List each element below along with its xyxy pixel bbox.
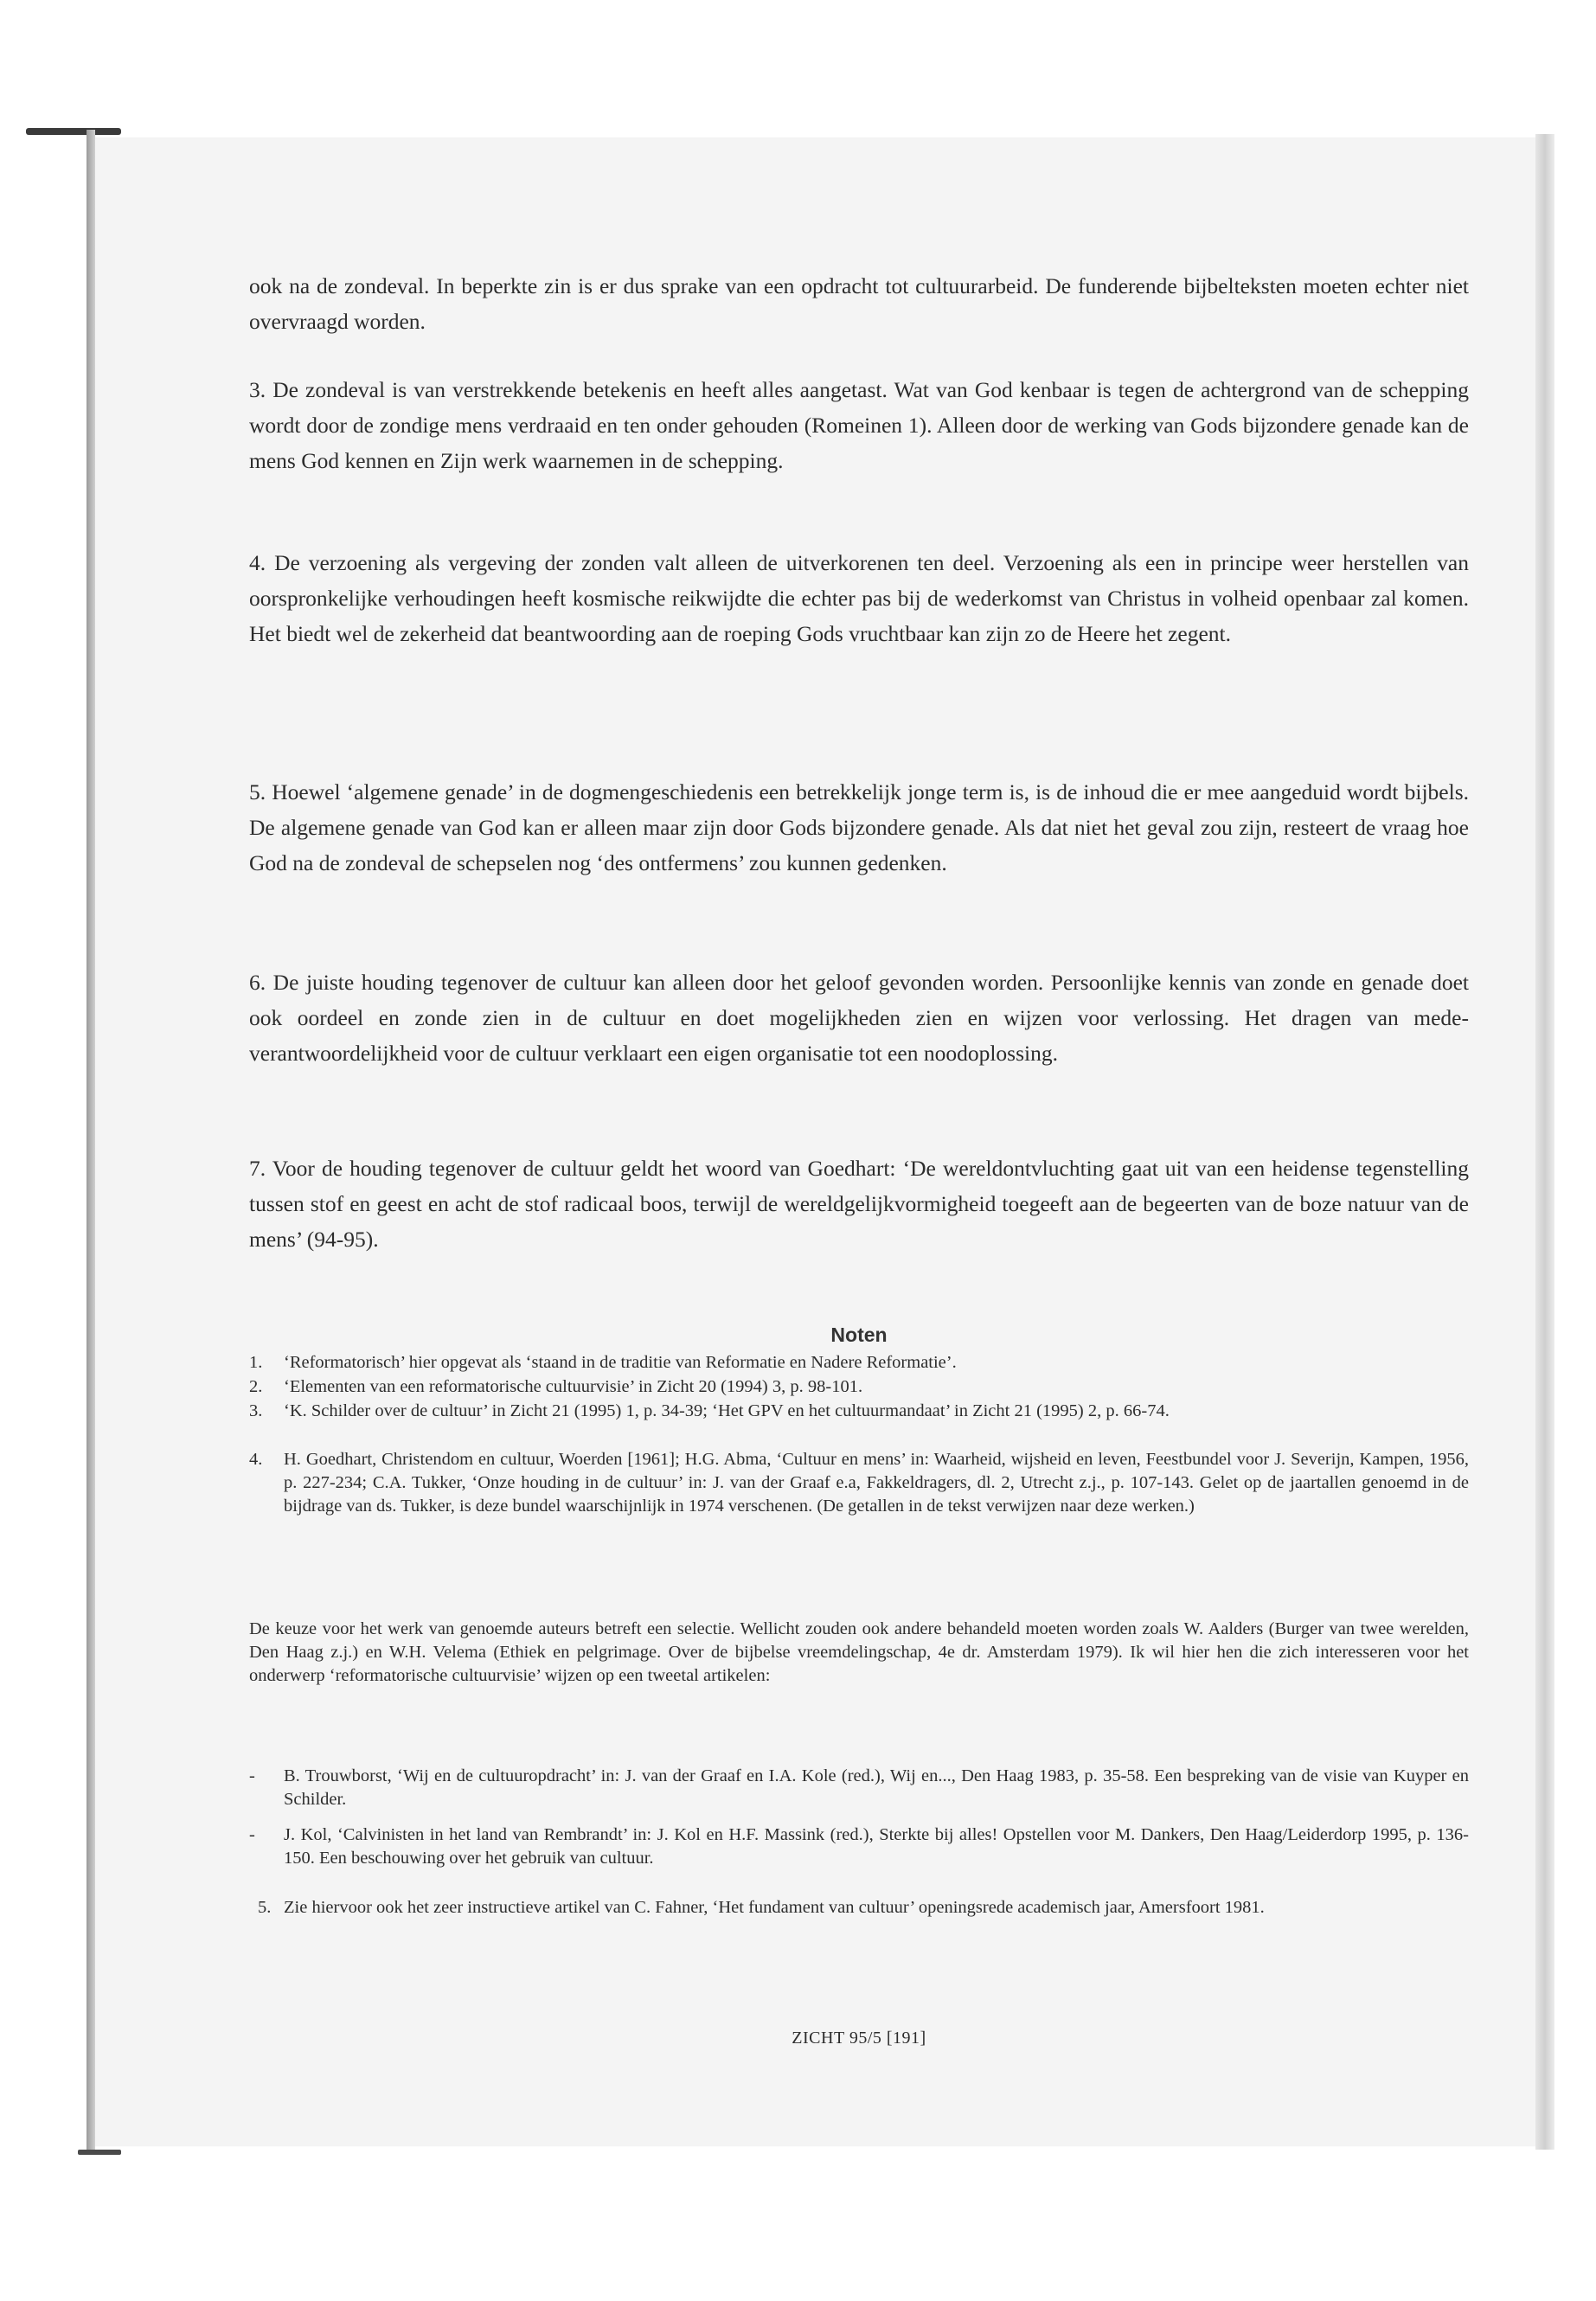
note-2 <box>249 1375 1469 1399</box>
note-number: 3. <box>249 1401 263 1420</box>
bullet-text: B. Trouwborst, ‘Wij en de cultuuropdracht’ in: J. van der Graaf en I.A. Kole (red.), Wij en..., Den Haag 1983, p. 35-58. Een bespreking van de visie van Kuyper en Schilder. <box>284 1766 1469 1809</box>
paragraph-5: 5. Hoewel ‘algemene genade’ in de dogmengeschiedenis een betrekkelijk jonge term is, is de inhoud die er mee aangeduid wordt bijbels. De algemene genade van God kan er alleen maar zijn door Gods bijzondere genade. Als dat niet het geval zou zijn, resteert de vraag hoe God na de zondeval de schepselen nog ‘des ontfermens’ zou kunnen gedenken. <box>249 779 1469 875</box>
note-number: 5. <box>258 1898 272 1917</box>
paragraph-4: 4. De verzoening als vergeving der zonden valt alleen de uitverkorenen ten deel. Verzoening als een in principe weer herstellen van oorspronkelijke verhoudingen heeft kosmische reikwijdte die echter pas bij de wederkomst van Christus in volheid openbaar zal komen. Het biedt wel de zekerheid dat beantwoording aan de roeping Gods vruchtbaar kan zijn zo de Heere het zegent. <box>249 550 1469 646</box>
bullet-dash: - <box>249 1825 255 1844</box>
note-text: ‘Elementen van een reformatorische cultuurvisie’ in Zicht 20 (1994) 3, p. 98-101. <box>284 1377 863 1396</box>
note-number: 2. <box>249 1377 263 1396</box>
binding-bottom-edge <box>78 2150 121 2155</box>
note-text: ‘K. Schilder over de cultuur’ in Zicht 21 (1995) 1, p. 34-39; ‘Het GPV en het cultuurmandaat’ in Zicht 21 (1995) 2, p. 66-74. <box>284 1401 1170 1420</box>
note-5 <box>258 1896 1469 1920</box>
note-number: 4. <box>249 1450 263 1469</box>
bullet-text: J. Kol, ‘Calvinisten in het land van Rembrandt’ in: J. Kol en H.F. Massink (red.), Sterkte bij alles! Opstellen voor M. Dankers, Den Haag/Leiderdorp 1995, p. 136-150. Een beschouwing over het gebruik van cultuur. <box>284 1825 1469 1868</box>
note-text: H. Goedhart, Christendom en cultuur, Woerden [1961]; H.G. Abma, ‘Cultuur en mens’ in: Waarheid, wijsheid en leven, Feestbundel voor J. Severijn, Kampen, 1956, p. 227-234; C.A. Tukker, ‘Onze houding in de cultuur’ in: J. van der Graaf e.a, Fakkeldragers, dl. 2, Utrecht z.j., p. 107-143. Gelet op de jaartallen genoemd in de bijdrage van ds. Tukker, is deze bundel waarschijnlijk in 1974 verschenen. (De getallen in de tekst verwijzen naar deze werken.) <box>284 1450 1469 1516</box>
selection-paragraph: De keuze voor het werk van genoemde auteurs betreft een selectie. Wellicht zouden ook andere behandeld moeten worden zoals W. Aalders (Burger van twee werelden, Den Haag z.j.) en W.H. Velema (Ethiek en pelgrimage. Over de bijbelse vreemdelingschap, 4e dr. Amsterdam 1979). Ik wil hier hen die zich interesseren voor het onderwerp ‘reformatorische cultuurvisie’ wijzen op een tweetal artikelen: <box>249 1619 1469 1685</box>
paragraph-6: 6. De juiste houding tegenover de cultuur kan alleen door het geloof gevonden worden. Persoonlijke kennis van zonde en genade doet ook oordeel en zonde zien in de cultuur en doet mogelijkheden zien en wijzen voor verlossing. Het dragen van mede-verantwoordelijkheid voor de cultuur verklaart een eigen organisatie tot een noodoplossing. <box>249 970 1469 1066</box>
paragraph-7: 7. Voor de houding tegenover de cultuur geldt het woord van Goedhart: ‘De wereldontvluchting gaat uit van een heidense tegenstelling tussen stof en geest en acht de stof radicaal boos, terwijl de wereldgelijkvormigheid toegeeft aan de begeerten van de boze natuur van de mens’ (94-95). <box>249 1156 1469 1252</box>
binding-left-edge <box>87 130 95 2154</box>
page-stack-edge <box>1535 134 1554 2150</box>
book-page <box>93 138 1547 2145</box>
note-text: ‘Reformatorisch’ hier opgevat als ‘staand in de traditie van Reformatie en Nadere Reformatie’. <box>284 1353 957 1372</box>
paragraph-3: 3. De zondeval is van verstrekkende betekenis en heeft alles aangetast. Wat van God kenbaar is tegen de achtergrond van de schepping wordt door de zondige mens verdraaid en ten onder gehouden (Romeinen 1). Alleen door de werking van Gods bijzondere genade kan de mens God kennen en Zijn werk waarnemen in de schepping. <box>249 377 1469 473</box>
note-text: Zie hiervoor ook het zeer instructieve artikel van C. Fahner, ‘Het fundament van cultuur’ openingsrede academisch jaar, Amersfoort 1981. <box>284 1898 1265 1917</box>
paragraph-intro: ook na de zondeval. In beperkte zin is er dus sprake van een opdracht tot cultuurarbeid. De funderende bijbelteksten moeten echter niet overvraagd worden. <box>249 273 1469 334</box>
bullet-kol <box>249 1823 1469 1870</box>
bullet-trouwborst <box>249 1765 1469 1811</box>
page-footer: ZICHT 95/5 [191] <box>792 2029 926 2048</box>
binding-top-edge <box>26 128 121 135</box>
note-3 <box>249 1400 1469 1423</box>
note-number: 1. <box>249 1353 263 1372</box>
note-1 <box>249 1351 1469 1375</box>
notes-heading: Noten <box>830 1324 888 1346</box>
bullet-dash: - <box>249 1766 255 1785</box>
note-4 <box>249 1448 1469 1518</box>
